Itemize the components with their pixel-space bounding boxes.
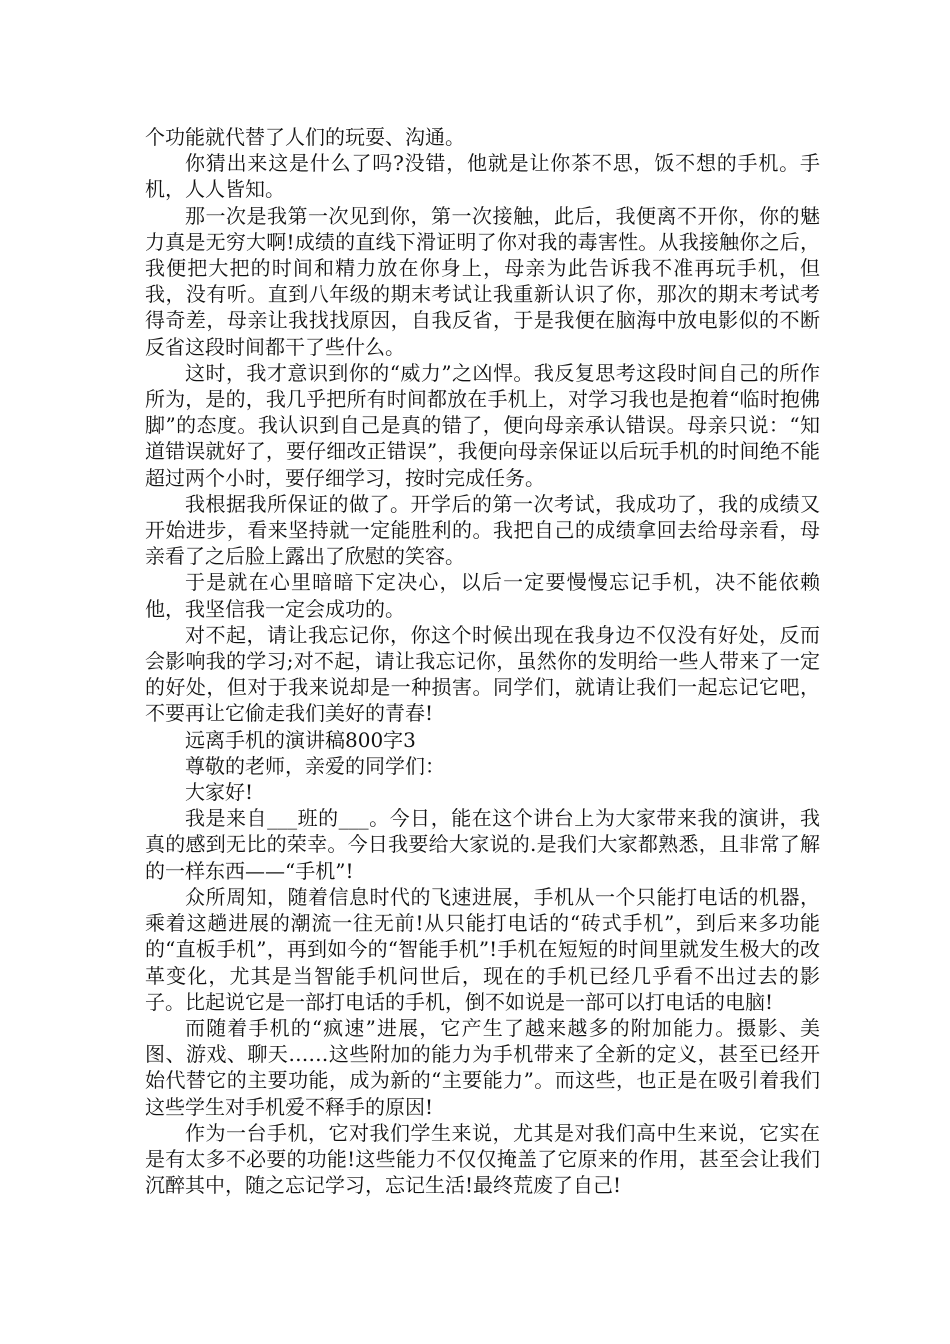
paragraph: 我是来自___班的___。今日，能在这个讲台上为大家带来我的演讲，我真的感到无比的荣幸。今日我要给大家说的.是我们大家都熟悉，且非常了解的一样东西——“手机”!	[145, 806, 820, 883]
paragraph: 这时，我才意识到你的“威力”之凶悍。我反复思考这段时间自己的所作所为，是的，我几乎把所有时间都放在手机上，对学习我也是抱着“临时抱佛脚”的态度。我认识到自己是真的错了，便向母亲承认错误。母亲只说：“知道错误就好了，要仔细改正错误”，我便向母亲保证以后玩手机的时间绝不能超过两个小时，要仔细学习，按时完成任务。	[145, 360, 820, 490]
paragraph: 那一次是我第一次见到你，第一次接触，此后，我便离不开你，你的魅力真是无穷大啊!成绩的直线下滑证明了你对我的毒害性。从我接触你之后，我便把大把的时间和精力放在你身上，母亲为此告诉我不准再玩手机，但我，没有听。直到八年级的期末考试让我重新认识了你，那次的期末考试考得奇差，母亲让我找找原因，自我反省，于是我便在脑海中放电影似的不断反省这段时间都干了些什么。	[145, 203, 820, 359]
paragraph: 作为一台手机，它对我们学生来说，尤其是对我们高中生来说，它实在是有太多不必要的功能!这些能力不仅仅掩盖了它原来的作用，甚至会让我们沉醉其中，随之忘记学习，忘记生活!最终荒废了自己!	[145, 1120, 820, 1198]
section-heading: 远离手机的演讲稿800字3	[185, 727, 416, 752]
salutation: 尊敬的老师，亲爱的同学们：	[185, 753, 445, 778]
paragraph: 对不起，请让我忘记你，你这个时候出现在我身边不仅没有好处，反而会影响我的学习;对不起，请让我忘记你，虽然你的发明给一些人带来了一定的好处，但对于我来说却是一种损害。同学们，就请让我们一起忘记它吧，不要再让它偷走我们美好的青春!	[145, 622, 820, 726]
paragraph: 而随着手机的“疯速”进展，它产生了越来越多的附加能力。摄影、美图、游戏、聊天……这些附加的能力为手机带来了全新的定义，甚至已经开始代替它的主要功能，成为新的“主要能力”。而这些，也正是在吸引着我们这些学生对手机爱不释手的原因!	[145, 1015, 820, 1119]
paragraph: 我根据我所保证的做了。开学后的第一次考试，我成功了，我的成绩又开始进步，看来坚持就一定能胜利的。我把自己的成绩拿回去给母亲看，母亲看了之后脸上露出了欣慰的笑容。	[145, 491, 820, 569]
paragraph: 你猜出来这是什么了吗?没错，他就是让你茶不思，饭不想的手机。手机，人人皆知。	[145, 151, 820, 202]
paragraph: 于是就在心里暗暗下定决心，以后一定要慢慢忘记手机，决不能依赖他，我坚信我一定会成功的。	[145, 570, 820, 621]
document-page	[145, 124, 820, 1198]
greeting: 大家好!	[185, 780, 254, 805]
paragraph-continuation: 个功能就代替了人们的玩耍、沟通。	[145, 125, 465, 149]
paragraph: 众所周知，随着信息时代的飞速进展，手机从一个只能打电话的机器，乘着这趟进展的潮流一往无前!从只能打电话的“砖式手机”，到后来多功能的“直板手机”，再到如今的“智能手机”!手机在短短的时间里就发生极大的改革变化，尤其是当智能手机问世后，现在的手机已经几乎看不出过去的影子。比起说它是一部打电话的手机，倒不如说是一部可以打电话的电脑!	[145, 884, 820, 1014]
